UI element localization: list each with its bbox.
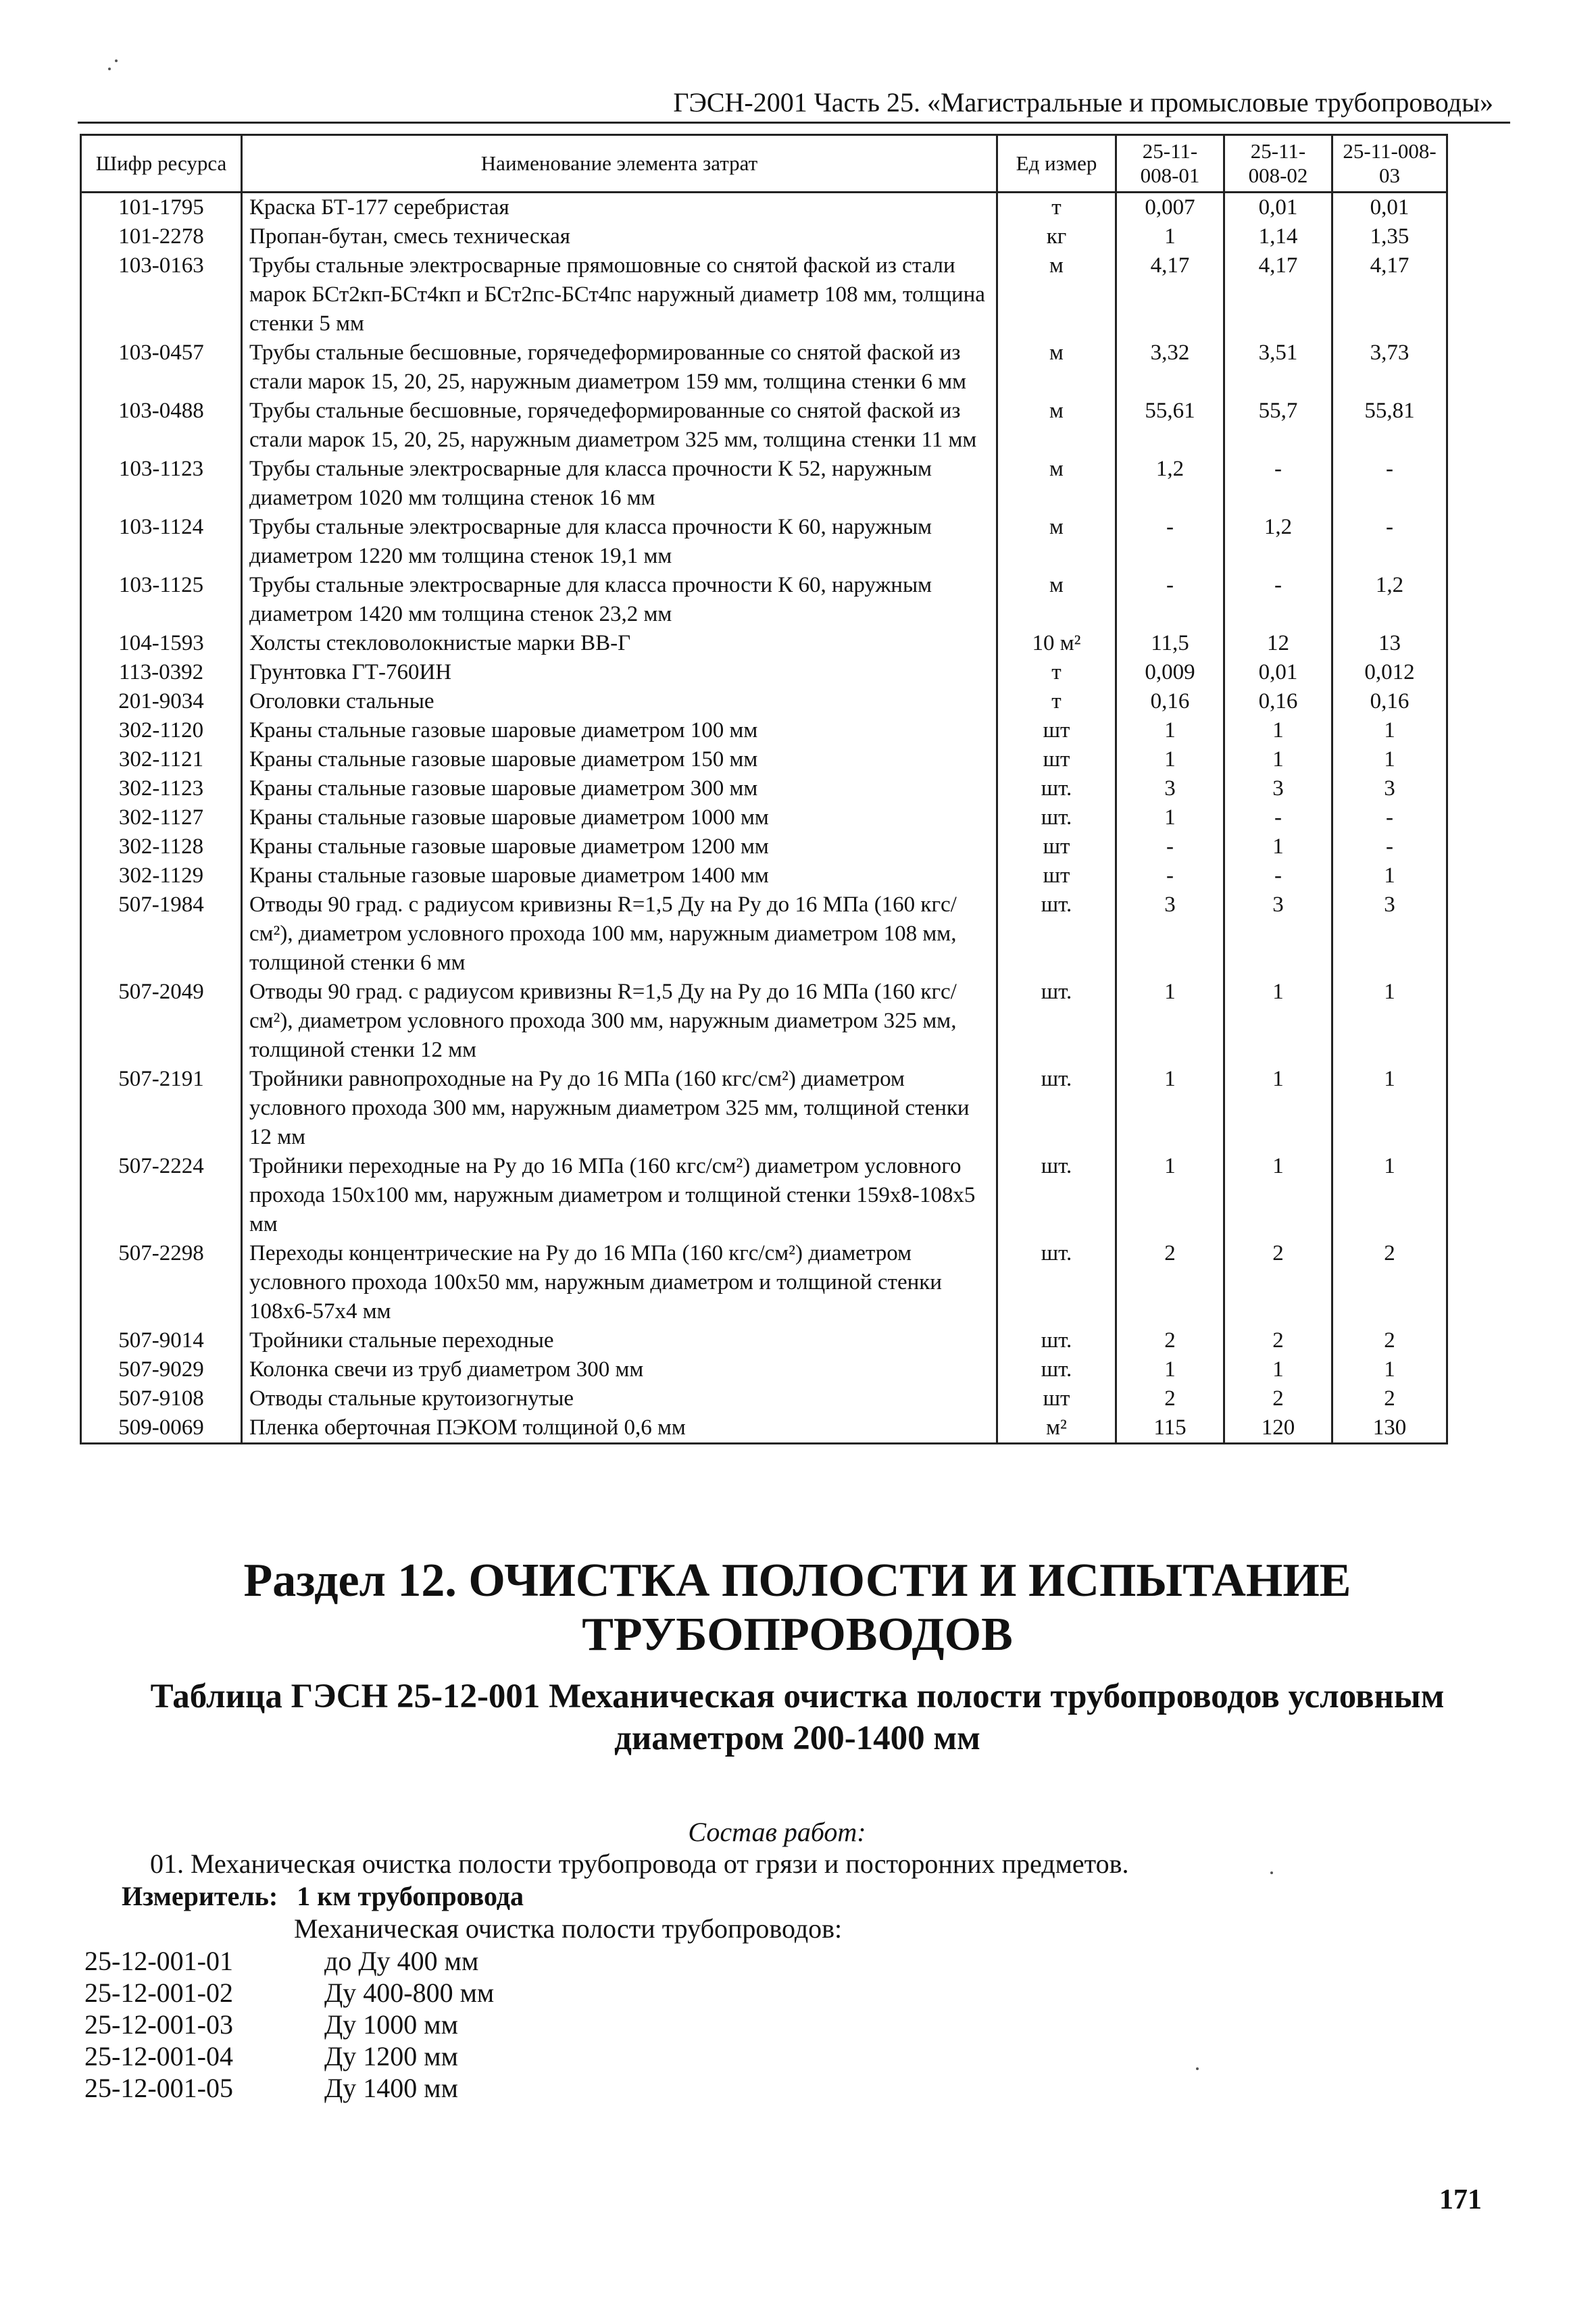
cell-unit: шт	[997, 1384, 1116, 1413]
cell-rate-3: 1	[1332, 1355, 1447, 1384]
resources-table-body	[81, 193, 1447, 1444]
resources-table	[80, 134, 1448, 1444]
cell-name: Трубы стальные электросварные для класса прочности К 60, наружным диаметром 1220 мм толщина стенок 19,1 мм	[242, 513, 997, 571]
cell-rate-2: -	[1224, 455, 1332, 513]
cell-rate-2: 2	[1224, 1239, 1332, 1326]
cell-name: Отводы 90 град. с радиусом кривизны R=1,5 Ду на Ру до 16 МПа (160 кгс/см²), диаметром условного прохода 300 мм, наружным диаметром 325 мм, толщиной стенки 12 мм	[242, 978, 997, 1065]
table-row	[81, 1384, 1447, 1413]
cell-name: Трубы стальные электросварные для класса прочности К 60, наружным диаметром 1420 мм толщина стенок 23,2 мм	[242, 571, 997, 629]
cell-rate-1: 2	[1116, 1384, 1224, 1413]
table-row	[81, 687, 1447, 716]
cell-rate-2: 1	[1224, 1065, 1332, 1152]
cell-unit: м	[997, 571, 1116, 629]
measure-label: Измеритель:	[122, 1881, 278, 1911]
cell-rate-1: 1	[1116, 1065, 1224, 1152]
cell-rate-2: -	[1224, 571, 1332, 629]
cell-code: 302-1128	[81, 832, 242, 861]
cell-name: Краска БТ-177 серебристая	[242, 193, 997, 223]
cell-rate-3: 1	[1332, 1065, 1447, 1152]
cell-rate-3: -	[1332, 455, 1447, 513]
cell-rate-2: -	[1224, 803, 1332, 832]
rate-code: 25-12-001-05	[84, 2073, 233, 2103]
cell-unit: шт.	[997, 1355, 1116, 1384]
cell-unit: м²	[997, 1413, 1116, 1444]
work-item: 01. Механическая очистка полости трубопровода от грязи и посторонних предметов.	[150, 1848, 1129, 1879]
section-title: Раздел 12. ОЧИСТКА ПОЛОСТИ И ИСПЫТАНИЕ ТРУБОПРОВОДОВ	[243, 1555, 1351, 1661]
cell-unit: кг	[997, 222, 1116, 251]
scan-speck	[1270, 1871, 1273, 1874]
table-row	[81, 193, 1447, 223]
cell-name: Оголовки стальные	[242, 687, 997, 716]
table-row	[81, 745, 1447, 774]
table-row	[81, 978, 1447, 1065]
cell-code: 507-2191	[81, 1065, 242, 1152]
cell-rate-2: 1,2	[1224, 513, 1332, 571]
cell-code: 103-1125	[81, 571, 242, 629]
cell-name: Переходы концентрические на Ру до 16 МПа (160 кгс/см²) диаметром условного прохода 100х50 мм, наружным диаметром и толщиной стенки 108х6-57х4 мм	[242, 1239, 997, 1326]
table-row	[81, 1152, 1447, 1239]
cell-rate-3: -	[1332, 803, 1447, 832]
cell-unit: шт.	[997, 774, 1116, 803]
cell-name: Краны стальные газовые шаровые диаметром 1000 мм	[242, 803, 997, 832]
cell-rate-2: 1	[1224, 1355, 1332, 1384]
cell-rate-1: 3	[1116, 890, 1224, 978]
cell-name: Колонка свечи из труб диаметром 300 мм	[242, 1355, 997, 1384]
table-row	[81, 251, 1447, 338]
cell-unit: м	[997, 513, 1116, 571]
table-row	[81, 1413, 1447, 1444]
cell-code: 103-0488	[81, 397, 242, 455]
rate-name: до Ду 400 мм	[324, 1946, 479, 1976]
table-row	[81, 1065, 1447, 1152]
page-number: 171	[1439, 2184, 1482, 2215]
cell-rate-2: 1	[1224, 1152, 1332, 1239]
measure-value: 1 км трубопровода	[297, 1881, 524, 1911]
cell-rate-3: 3	[1332, 774, 1447, 803]
cell-rate-1: 1,2	[1116, 455, 1224, 513]
cell-name: Трубы стальные бесшовные, горячедеформированные со снятой фаской из стали марок 15, 20, 25, наружным диаметром 325 мм, толщина стенки 11 мм	[242, 397, 997, 455]
rate-group-name: Механическая очистка полости трубопроводов:	[294, 1913, 843, 1944]
cell-unit: м	[997, 455, 1116, 513]
cell-rate-1: 1	[1116, 716, 1224, 745]
cell-code: 507-2049	[81, 978, 242, 1065]
rate-name: Ду 1200 мм	[324, 2041, 458, 2071]
cell-rate-1: 1	[1116, 803, 1224, 832]
cell-name: Трубы стальные электросварные прямошовные со снятой фаской из стали марок БСт2кп-БСт4кп и БСт2пс-БСт4пс наружный диаметр 108 мм, толщина стенки 5 мм	[242, 251, 997, 338]
cell-rate-3: 3	[1332, 890, 1447, 978]
cell-code: 507-2224	[81, 1152, 242, 1239]
cell-unit: 10 м²	[997, 629, 1116, 658]
cell-rate-1: 3	[1116, 774, 1224, 803]
cell-name: Краны стальные газовые шаровые диаметром 1400 мм	[242, 861, 997, 890]
cell-code: 103-1124	[81, 513, 242, 571]
table-row	[81, 455, 1447, 513]
cell-rate-3: 3,73	[1332, 338, 1447, 397]
cell-code: 103-0163	[81, 251, 242, 338]
cell-rate-1: 1	[1116, 222, 1224, 251]
cell-rate-1: 1	[1116, 978, 1224, 1065]
cell-unit: шт.	[997, 978, 1116, 1065]
cell-name: Краны стальные газовые шаровые диаметром 100 мм	[242, 716, 997, 745]
cell-code: 507-9108	[81, 1384, 242, 1413]
cell-name: Пропан-бутан, смесь техническая	[242, 222, 997, 251]
cell-rate-3: 1	[1332, 1152, 1447, 1239]
cell-rate-2: 120	[1224, 1413, 1332, 1444]
cell-unit: т	[997, 658, 1116, 687]
cell-rate-1: 1	[1116, 1355, 1224, 1384]
cell-rate-3: 1	[1332, 978, 1447, 1065]
cell-rate-2: 1	[1224, 716, 1332, 745]
table-row	[81, 222, 1447, 251]
cell-rate-3: 0,012	[1332, 658, 1447, 687]
cell-unit: шт.	[997, 803, 1116, 832]
scan-speck	[108, 68, 111, 70]
cell-rate-2: 3	[1224, 890, 1332, 978]
table-row	[81, 629, 1447, 658]
cell-unit: шт	[997, 745, 1116, 774]
cell-name: Краны стальные газовые шаровые диаметром 300 мм	[242, 774, 997, 803]
cell-name: Тройники стальные переходные	[242, 1326, 997, 1355]
cell-code: 302-1129	[81, 861, 242, 890]
cell-unit: м	[997, 251, 1116, 338]
cell-code: 101-2278	[81, 222, 242, 251]
cell-rate-3: 1	[1332, 716, 1447, 745]
cell-unit: шт	[997, 861, 1116, 890]
col-header-name: Наименование элемента затрат	[242, 135, 997, 193]
cell-code: 507-9029	[81, 1355, 242, 1384]
cell-code: 103-0457	[81, 338, 242, 397]
cell-name: Холсты стекловолокнистые марки ВВ-Г	[242, 629, 997, 658]
cell-code: 103-1123	[81, 455, 242, 513]
cell-name: Краны стальные газовые шаровые диаметром 1200 мм	[242, 832, 997, 861]
cell-rate-3: 0,16	[1332, 687, 1447, 716]
cell-rate-1: 0,16	[1116, 687, 1224, 716]
cell-unit: м	[997, 397, 1116, 455]
cell-code: 101-1795	[81, 193, 242, 223]
cell-unit: шт.	[997, 1326, 1116, 1355]
table-row	[81, 1239, 1447, 1326]
table-row	[81, 890, 1447, 978]
cell-name: Отводы стальные крутоизогнутые	[242, 1384, 997, 1413]
table-row	[81, 513, 1447, 571]
col-header-rate-3: 25-11-008-03	[1332, 135, 1447, 193]
cell-rate-1: 2	[1116, 1326, 1224, 1355]
table-row	[81, 803, 1447, 832]
cell-rate-3: -	[1332, 832, 1447, 861]
cell-unit: шт.	[997, 1152, 1116, 1239]
cell-rate-2: 4,17	[1224, 251, 1332, 338]
cell-rate-1: 0,007	[1116, 193, 1224, 223]
table-row	[81, 397, 1447, 455]
cell-name: Тройники равнопроходные на Ру до 16 МПа (160 кгс/см²) диаметром условного прохода 300 мм, наружным диаметром 325 мм, толщиной стенки 12 мм	[242, 1065, 997, 1152]
cell-code: 507-1984	[81, 890, 242, 978]
col-header-unit: Ед измер	[997, 135, 1116, 193]
rate-code: 25-12-001-01	[84, 1946, 233, 1976]
cell-unit: шт.	[997, 890, 1116, 978]
table-row	[81, 832, 1447, 861]
cell-rate-2: 3,51	[1224, 338, 1332, 397]
cell-name: Пленка оберточная ПЭКОМ толщиной 0,6 мм	[242, 1413, 997, 1444]
running-header: ГЭСН-2001 Часть 25. «Магистральные и промысловые трубопроводы»	[673, 87, 1493, 118]
cell-rate-1: 115	[1116, 1413, 1224, 1444]
cell-rate-1: -	[1116, 832, 1224, 861]
cell-code: 507-2298	[81, 1239, 242, 1326]
cell-rate-3: 2	[1332, 1326, 1447, 1355]
cell-rate-1: -	[1116, 571, 1224, 629]
cell-name: Грунтовка ГТ-760ИН	[242, 658, 997, 687]
col-header-code: Шифр ресурса	[81, 135, 242, 193]
cell-rate-3: 1,35	[1332, 222, 1447, 251]
cell-rate-1: 2	[1116, 1239, 1224, 1326]
cell-rate-1: 3,32	[1116, 338, 1224, 397]
rate-name: Ду 1400 мм	[324, 2073, 458, 2103]
cell-unit: шт.	[997, 1239, 1116, 1326]
cell-rate-1: 4,17	[1116, 251, 1224, 338]
cell-rate-3: 13	[1332, 629, 1447, 658]
cell-rate-1: -	[1116, 861, 1224, 890]
cell-code: 104-1593	[81, 629, 242, 658]
cell-rate-2: 0,01	[1224, 658, 1332, 687]
cell-rate-1: 0,009	[1116, 658, 1224, 687]
measure-line	[122, 1880, 1135, 1913]
rate-item	[84, 1977, 895, 2009]
cell-rate-2: 55,7	[1224, 397, 1332, 455]
cell-code: 302-1120	[81, 716, 242, 745]
table-row	[81, 571, 1447, 629]
cell-rate-1: 11,5	[1116, 629, 1224, 658]
cell-rate-3: 0,01	[1332, 193, 1447, 223]
cell-rate-2: 0,01	[1224, 193, 1332, 223]
cell-unit: т	[997, 687, 1116, 716]
cell-rate-3: 1	[1332, 861, 1447, 890]
cell-name: Отводы 90 град. с радиусом кривизны R=1,5 Ду на Ру до 16 МПа (160 кгс/см²), диаметром условного прохода 100 мм, наружным диаметром 108 мм, толщиной стенки 6 мм	[242, 890, 997, 978]
rate-code: 25-12-001-02	[84, 1978, 233, 2008]
cell-code: 113-0392	[81, 658, 242, 687]
cell-rate-2: 3	[1224, 774, 1332, 803]
cell-code: 509-0069	[81, 1413, 242, 1444]
cell-code: 507-9014	[81, 1326, 242, 1355]
composition-title: Состав работ:	[688, 1817, 866, 1847]
rate-code: 25-12-001-03	[84, 2009, 233, 2040]
cell-code: 201-9034	[81, 687, 242, 716]
cell-unit: шт	[997, 716, 1116, 745]
cell-rate-1: -	[1116, 513, 1224, 571]
table-row	[81, 338, 1447, 397]
rate-name: Ду 1000 мм	[324, 2009, 458, 2040]
cell-name: Трубы стальные бесшовные, горячедеформированные со снятой фаской из стали марок 15, 20, 25, наружным диаметром 159 мм, толщина стенки 6 мм	[242, 338, 997, 397]
cell-rate-3: 1	[1332, 745, 1447, 774]
cell-rate-2: 1	[1224, 745, 1332, 774]
cell-rate-1: 55,61	[1116, 397, 1224, 455]
rate-item	[84, 1945, 895, 1977]
col-header-rate-2: 25-11-008-02	[1224, 135, 1332, 193]
rate-item	[84, 2072, 895, 2104]
table-row	[81, 861, 1447, 890]
rate-list	[84, 1945, 895, 2104]
table-row	[81, 1355, 1447, 1384]
cell-name: Тройники переходные на Ру до 16 МПа (160 кгс/см²) диаметром условного прохода 150х100 мм, наружным диаметром и толщиной стенки 159х8-108х5 мм	[242, 1152, 997, 1239]
cell-rate-1: 1	[1116, 745, 1224, 774]
table-row	[81, 1326, 1447, 1355]
table-row	[81, 658, 1447, 687]
table-title: Таблица ГЭСН 25-12-001 Механическая очистка полости трубопроводов условным диаметром 200-1400 мм	[150, 1678, 1445, 1757]
cell-code: 302-1123	[81, 774, 242, 803]
rate-item	[84, 2009, 895, 2040]
cell-rate-2: 1	[1224, 978, 1332, 1065]
cell-rate-2: 12	[1224, 629, 1332, 658]
scan-speck	[115, 59, 118, 62]
cell-rate-2: -	[1224, 861, 1332, 890]
cell-rate-2: 1,14	[1224, 222, 1332, 251]
cell-rate-2: 2	[1224, 1384, 1332, 1413]
cell-unit: м	[997, 338, 1116, 397]
cell-rate-3: 55,81	[1332, 397, 1447, 455]
cell-rate-2: 1	[1224, 832, 1332, 861]
table-row	[81, 716, 1447, 745]
cell-rate-3: 2	[1332, 1239, 1447, 1326]
cell-name: Краны стальные газовые шаровые диаметром 150 мм	[242, 745, 997, 774]
cell-rate-2: 0,16	[1224, 687, 1332, 716]
cell-rate-3: 2	[1332, 1384, 1447, 1413]
cell-rate-3: 130	[1332, 1413, 1447, 1444]
rate-item	[84, 2040, 895, 2072]
cell-unit: шт	[997, 832, 1116, 861]
scan-speck	[1196, 2067, 1199, 2070]
cell-code: 302-1121	[81, 745, 242, 774]
rate-name: Ду 400-800 мм	[324, 1978, 495, 2008]
header-rule	[78, 122, 1510, 124]
table-row	[81, 774, 1447, 803]
cell-rate-1: 1	[1116, 1152, 1224, 1239]
cell-unit: шт.	[997, 1065, 1116, 1152]
cell-code: 302-1127	[81, 803, 242, 832]
cell-rate-3: 4,17	[1332, 251, 1447, 338]
cell-rate-2: 2	[1224, 1326, 1332, 1355]
cell-rate-3: -	[1332, 513, 1447, 571]
resources-table-header	[81, 135, 1447, 193]
col-header-rate-1: 25-11-008-01	[1116, 135, 1224, 193]
rate-code: 25-12-001-04	[84, 2041, 233, 2071]
cell-unit: т	[997, 193, 1116, 223]
cell-rate-3: 1,2	[1332, 571, 1447, 629]
cell-name: Трубы стальные электросварные для класса прочности К 52, наружным диаметром 1020 мм толщина стенок 16 мм	[242, 455, 997, 513]
